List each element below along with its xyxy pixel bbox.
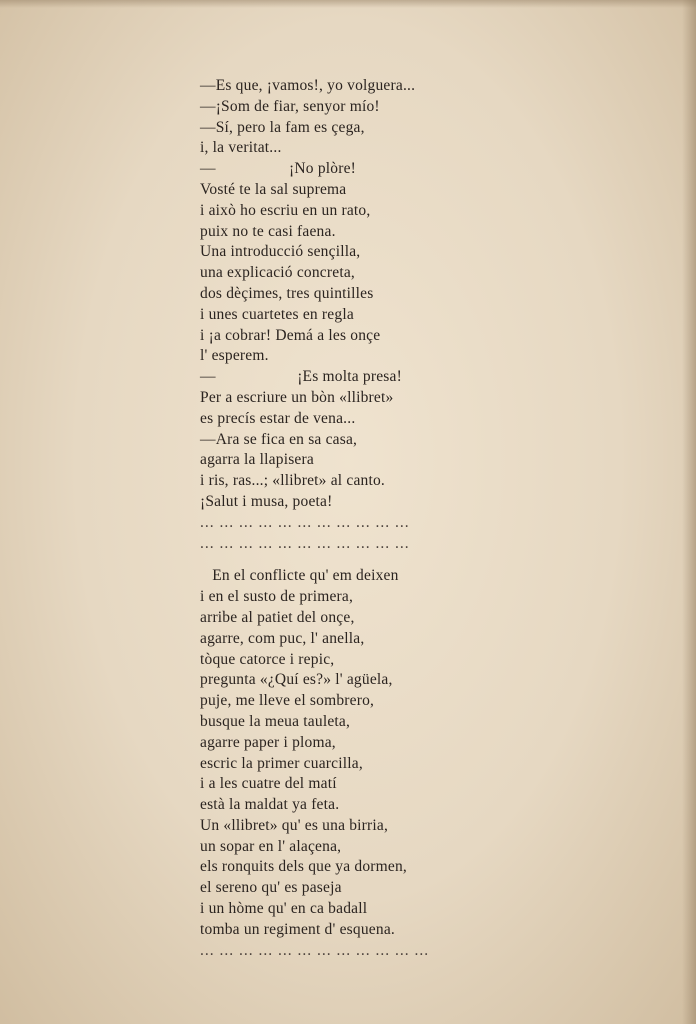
poem-line: i, la veritat...	[200, 139, 282, 157]
poem-line: Un «llibret» qu' es una birria,	[200, 816, 389, 834]
poem-line: i en el susto de primera,	[200, 588, 354, 606]
poem-line: Una introducció sençilla,	[200, 243, 361, 261]
paper-edge-top	[0, 0, 696, 8]
ellipsis-line: ... ... ... ... ... ... ... ... ... ... ...	[200, 534, 410, 552]
poem-line: els ronquits dels que ya dormen,	[200, 858, 407, 876]
poem-line: pregunta «¿Quí es?» l' agüela,	[200, 671, 393, 689]
poem-line: —Sí, pero la fam es çega,	[200, 118, 365, 136]
poem-line: es precís estar de vena...	[200, 409, 356, 427]
poem-line: ¡Salut i musa, poeta!	[200, 492, 333, 510]
poem-line: puje, me lleve el sombrero,	[200, 692, 375, 710]
poem-line: un sopar en l' alaçena,	[200, 837, 342, 855]
paper-edge-right	[682, 0, 696, 1024]
poem-line: l' esperem.	[200, 347, 269, 365]
poem-line: arribe al patiet del onçe,	[200, 608, 355, 626]
poem-line: dos dèçimes, tres quintilles	[200, 284, 374, 302]
poem-line: agarre paper i ploma,	[200, 733, 336, 751]
stanza-gap	[200, 554, 480, 566]
poem-line: escric la primer cuarcilla,	[200, 754, 363, 772]
poem-line: i ¡a cobrar! Demá a les onçe	[200, 326, 381, 344]
poem-line: tomba un regiment d' esquena.	[200, 920, 395, 938]
poem-line: En el conflicte qu' em deixen	[200, 567, 399, 585]
poem-line: i a les cuatre del matí	[200, 775, 337, 793]
poem-line: agarra la llapisera	[200, 451, 314, 469]
poem-line: —Ara se fica en sa casa,	[200, 430, 358, 448]
poem-line: el sereno qu' es paseja	[200, 879, 342, 897]
poem-line: puix no te casi faena.	[200, 222, 336, 240]
poem-line: tòque catorce i repic,	[200, 650, 335, 668]
stanza-1	[200, 76, 480, 554]
poem-line: —¡Som de fiar, senyor mío!	[200, 97, 380, 115]
poem-line: una explicació concreta,	[200, 264, 355, 282]
poem-line: —Es que, ¡vamos!, yo volguera...	[200, 77, 416, 94]
poem-text	[200, 76, 480, 961]
poem-line: — ¡Es molta presa!	[200, 368, 402, 386]
poem-line: i ris, ras...; «llibret» al canto.	[200, 472, 386, 490]
poem-line: i unes cuartetes en regla	[200, 305, 354, 323]
ellipsis-line: ... ... ... ... ... ... ... ... ... ... ...	[200, 513, 410, 531]
poem-line: Per a escriure un bòn «llibret»	[200, 388, 394, 406]
ellipsis-line: ... ... ... ... ... ... ... ... ... ... ... ...	[200, 941, 430, 959]
poem-line: — ¡No plòre!	[200, 160, 357, 178]
poem-line: i un hòme qu' en ca badall	[200, 900, 368, 918]
poem-line: agarre, com puc, l' anella,	[200, 629, 365, 647]
poem-line: i això ho escriu en un rato,	[200, 201, 371, 219]
poem-line: busque la meua tauleta,	[200, 712, 351, 730]
stanza-2	[200, 566, 480, 961]
poem-line: Vosté te la sal suprema	[200, 180, 347, 198]
poem-line: està la maldat ya feta.	[200, 796, 340, 814]
